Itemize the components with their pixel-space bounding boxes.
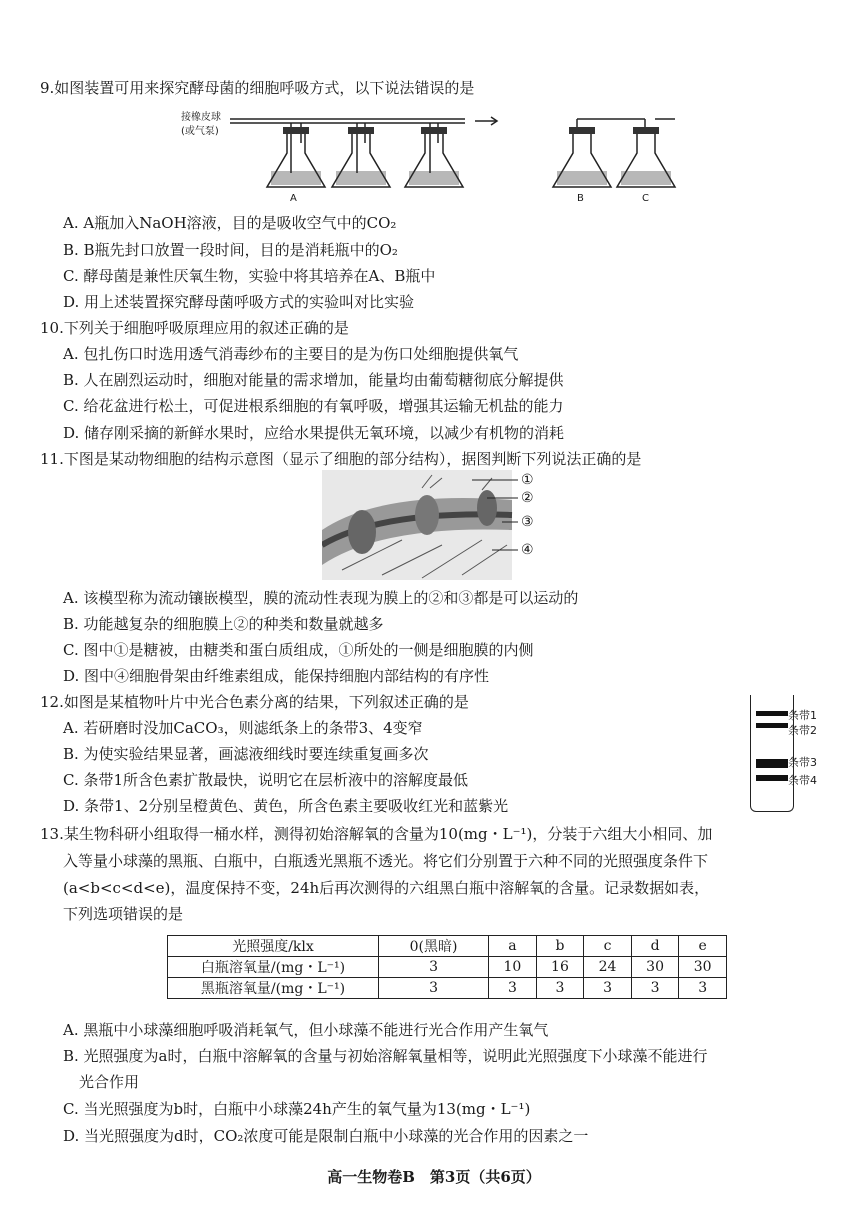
pump-label: 接橡皮球 — [181, 112, 221, 123]
q12-option-b: B. 为使实验结果显著，画滤液细线时要连续重复画多次 — [63, 745, 429, 763]
flask-a-label: A — [290, 193, 297, 204]
q13-stem-line-2: 入等量小球藻的黑瓶、白瓶中，白瓶透光黑瓶不透光。将它们分别置于六种不同的光照强度条件下 — [63, 852, 709, 870]
band-label-3: 条带3 — [788, 756, 817, 769]
q11-option-c: C. 图中①是糖被，由糖类和蛋白质组成，①所处的一侧是细胞膜的内侧 — [63, 641, 534, 659]
q11-option-a: A. 该模型称为流动镶嵌模型，膜的流动性表现为膜上的②和③都是可以运动的 — [63, 589, 579, 607]
q12-option-d: D. 条带1、2分别呈橙黄色、黄色，所含色素主要吸收红光和蓝紫光 — [63, 797, 509, 815]
pump-label-2: (或气泵) — [181, 126, 219, 137]
table-header-cell: a — [489, 936, 537, 957]
table-cell: 16 — [536, 957, 584, 978]
flask-c-label: C — [642, 193, 649, 204]
q12-option-c: C. 条带1所含色素扩散最快，说明它在层析液中的溶解度最低 — [63, 771, 469, 789]
flask-diagram — [175, 103, 685, 208]
table-cell: 30 — [631, 957, 679, 978]
table-header-cell: 光照强度/klx — [168, 936, 379, 957]
band-label-1: 条带1 — [788, 709, 817, 722]
marker-1: ① — [521, 472, 534, 488]
table-cell: 3 — [631, 978, 679, 999]
band-2 — [756, 723, 788, 728]
table-header-cell: 0(黑暗) — [379, 936, 489, 957]
table-cell: 3 — [489, 978, 537, 999]
marker-4: ④ — [521, 542, 534, 558]
table-cell: 3 — [379, 957, 489, 978]
q13-option-a: A. 黑瓶中小球藻细胞呼吸消耗氧气，但小球藻不能进行光合作用产生氧气 — [63, 1021, 549, 1039]
q11-option-b: B. 功能越复杂的细胞膜上②的种类和数量就越多 — [63, 615, 384, 633]
q11-stem: 11.下图是某动物细胞的结构示意图（显示了细胞的部分结构），据图判断下列说法正确的是 — [40, 450, 642, 468]
table-cell: 3 — [379, 978, 489, 999]
table-cell: 白瓶溶氧量/(mg・L⁻¹) — [168, 957, 379, 978]
membrane-diagram — [322, 470, 552, 580]
q13-stem-line-1: 13.某生物科研小组取得一桶水样，测得初始溶解氧的含量为10(mg・L⁻¹)，分装于六组大小相同、加 — [40, 825, 713, 843]
table-cell: 3 — [536, 978, 584, 999]
band-label-4: 条带4 — [788, 774, 817, 787]
table-cell: 10 — [489, 957, 537, 978]
q12-option-a: A. 若研磨时没加CaCO₃，则滤纸条上的条带3、4变窄 — [63, 719, 423, 737]
table-header-cell: b — [536, 936, 584, 957]
q13-data-table — [167, 935, 727, 999]
q9-option-d: D. 用上述装置探究酵母菌呼吸方式的实验叫对比实验 — [63, 293, 415, 311]
q10-stem: 10.下列关于细胞呼吸原理应用的叙述正确的是 — [40, 319, 349, 337]
table-cell: 黑瓶溶氧量/(mg・L⁻¹) — [168, 978, 379, 999]
table-header-cell: d — [631, 936, 679, 957]
table-cell: 30 — [679, 957, 727, 978]
table-row — [168, 978, 727, 999]
marker-3: ③ — [521, 514, 534, 530]
page-footer: 高一生物卷B 第3页（共6页） — [327, 1168, 541, 1186]
band-3 — [756, 759, 788, 768]
table-cell: 24 — [584, 957, 632, 978]
table-cell: 3 — [679, 978, 727, 999]
table-cell: 3 — [584, 978, 632, 999]
q13-option-c: C. 当光照强度为b时，白瓶中小球藻24h产生的氧气量为13(mg・L⁻¹) — [63, 1100, 531, 1118]
marker-2: ② — [521, 490, 534, 506]
q12-stem: 12.如图是某植物叶片中光合色素分离的结果，下列叙述正确的是 — [40, 693, 469, 711]
q11-option-d: D. 图中④细胞骨架由纤维素组成，能保持细胞内部结构的有序性 — [63, 667, 490, 685]
q10-option-c: C. 给花盆进行松土，可促进根系细胞的有氧呼吸，增强其运输无机盐的能力 — [63, 397, 564, 415]
q9-option-b: B. B瓶先封口放置一段时间，目的是消耗瓶中的O₂ — [63, 241, 398, 259]
q13-stem-line-4: 下列选项错误的是 — [63, 905, 184, 923]
q12-chromatography-strip — [750, 695, 840, 813]
table-row — [168, 957, 727, 978]
q13-option-b: B. 光照强度为a时，白瓶中溶解氧的含量与初始溶解氧量相等，说明此光照强度下小球藻不能进行 — [63, 1047, 708, 1065]
q9-option-c: C. 酵母菌是兼性厌氧生物，实验中将其培养在A、B瓶中 — [63, 267, 436, 285]
band-1 — [756, 711, 788, 716]
q9-option-a: A. A瓶加入NaOH溶液，目的是吸收空气中的CO₂ — [63, 214, 397, 232]
table-header-cell: e — [679, 936, 727, 957]
table-header-row — [168, 936, 727, 957]
q9-apparatus-figure — [175, 103, 685, 208]
q10-option-d: D. 储存刚采摘的新鲜水果时，应给水果提供无氧环境，以减少有机物的消耗 — [63, 424, 565, 442]
q9-stem: 9.如图装置可用来探究酵母菌的细胞呼吸方式，以下说法错误的是 — [40, 79, 475, 97]
q10-option-a: A. 包扎伤口时选用透气消毒纱布的主要目的是为伤口处细胞提供氧气 — [63, 345, 519, 363]
q13-option-d: D. 当光照强度为d时，CO₂浓度可能是限制白瓶中小球藻的光合作用的因素之一 — [63, 1127, 589, 1145]
q10-option-b: B. 人在剧烈运动时，细胞对能量的需求增加，能量均由葡萄糖彻底分解提供 — [63, 371, 564, 389]
band-label-2: 条带2 — [788, 724, 817, 737]
q13-stem-line-3: (a<b<c<d<e)，温度保持不变，24h后再次测得的六组黑白瓶中溶解氧的含量。记录数据如表， — [63, 879, 710, 897]
q11-membrane-figure — [322, 470, 552, 580]
table-header-cell: c — [584, 936, 632, 957]
band-4 — [756, 775, 788, 781]
q13-option-b-cont: 光合作用 — [79, 1073, 140, 1091]
flask-b-label: B — [577, 193, 584, 204]
